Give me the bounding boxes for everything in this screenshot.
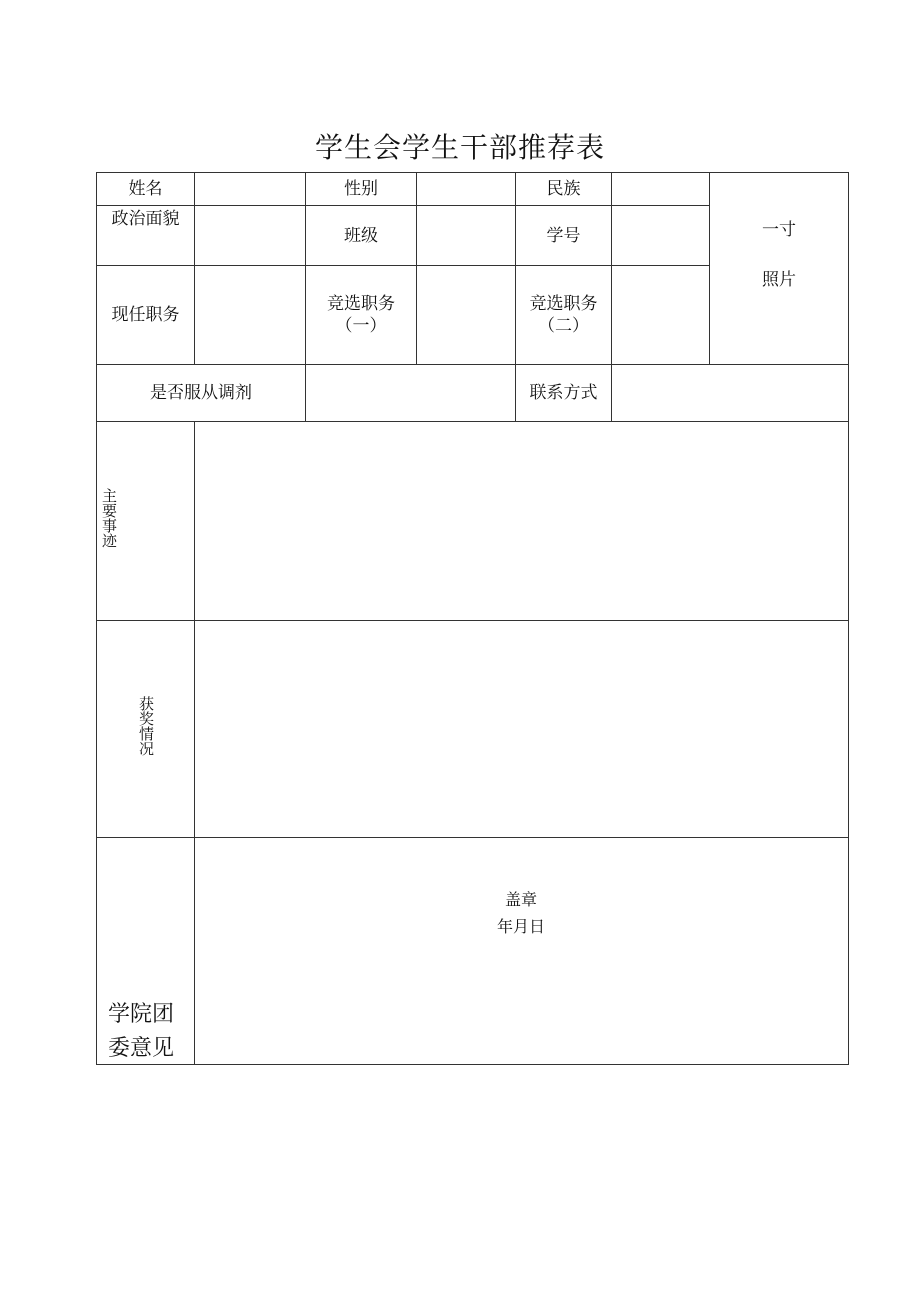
main-deeds-label: 主要事迹: [100, 488, 118, 548]
accept-adjustment-label: 是否服从调剂: [150, 383, 252, 403]
class-field[interactable]: [417, 206, 515, 265]
ethnicity-label: 民族: [546, 179, 581, 199]
seal-label: 盖章: [504, 890, 537, 909]
gender-label: 性别: [344, 179, 378, 199]
name-label: 姓名: [128, 179, 163, 199]
position-1-label: [306, 266, 416, 364]
form-title: 学生会学生干部推荐表: [314, 131, 605, 164]
political-status-field[interactable]: [195, 206, 305, 265]
contact-field[interactable]: [612, 365, 848, 421]
photo-label: [762, 217, 796, 293]
seal-and-date: [466, 886, 576, 940]
student-id-field[interactable]: [612, 206, 709, 265]
position-2-label-text: 竞选职务: [529, 294, 598, 314]
photo-size-label: 一寸: [762, 219, 796, 240]
ethnicity-field[interactable]: [612, 173, 709, 205]
position-2-label-number: （二）: [538, 316, 589, 336]
political-status-label: 政治面貌: [111, 209, 180, 229]
gender-field[interactable]: [417, 173, 515, 205]
position-2-label: [516, 266, 611, 364]
awards-label: 获奖情况: [137, 696, 155, 756]
awards-field[interactable]: [195, 621, 848, 837]
student-id-label: 学号: [546, 225, 581, 246]
college-opinion-field[interactable]: [195, 838, 848, 1064]
position-1-field[interactable]: [417, 266, 515, 364]
awards-label-cell: [97, 621, 194, 837]
accept-adjustment-field[interactable]: [306, 365, 515, 421]
contact-label: 联系方式: [529, 383, 598, 403]
main-deeds-field[interactable]: [195, 422, 848, 620]
table-border-bottom: [96, 1064, 849, 1065]
recommendation-form-table: [96, 172, 849, 1065]
position-1-label-number: （一）: [335, 316, 387, 336]
college-opinion-label-line1: 学院团: [108, 1002, 175, 1027]
position-2-field[interactable]: [612, 266, 709, 364]
name-field[interactable]: [195, 173, 305, 205]
current-position-label: 现任职务: [111, 305, 180, 325]
main-deeds-label-cell: [97, 422, 194, 620]
photo-placeholder[interactable]: [710, 173, 848, 364]
college-opinion-label-line2: 委意见: [108, 1036, 175, 1061]
photo-text-label: 照片: [762, 269, 796, 290]
date-label: 年月日: [496, 917, 545, 936]
position-1-label-text: 竞选职务: [327, 294, 395, 314]
class-label: 班级: [344, 225, 378, 246]
college-opinion-label: [108, 998, 174, 1066]
table-border-right: [848, 172, 849, 1065]
current-position-field[interactable]: [195, 266, 305, 364]
